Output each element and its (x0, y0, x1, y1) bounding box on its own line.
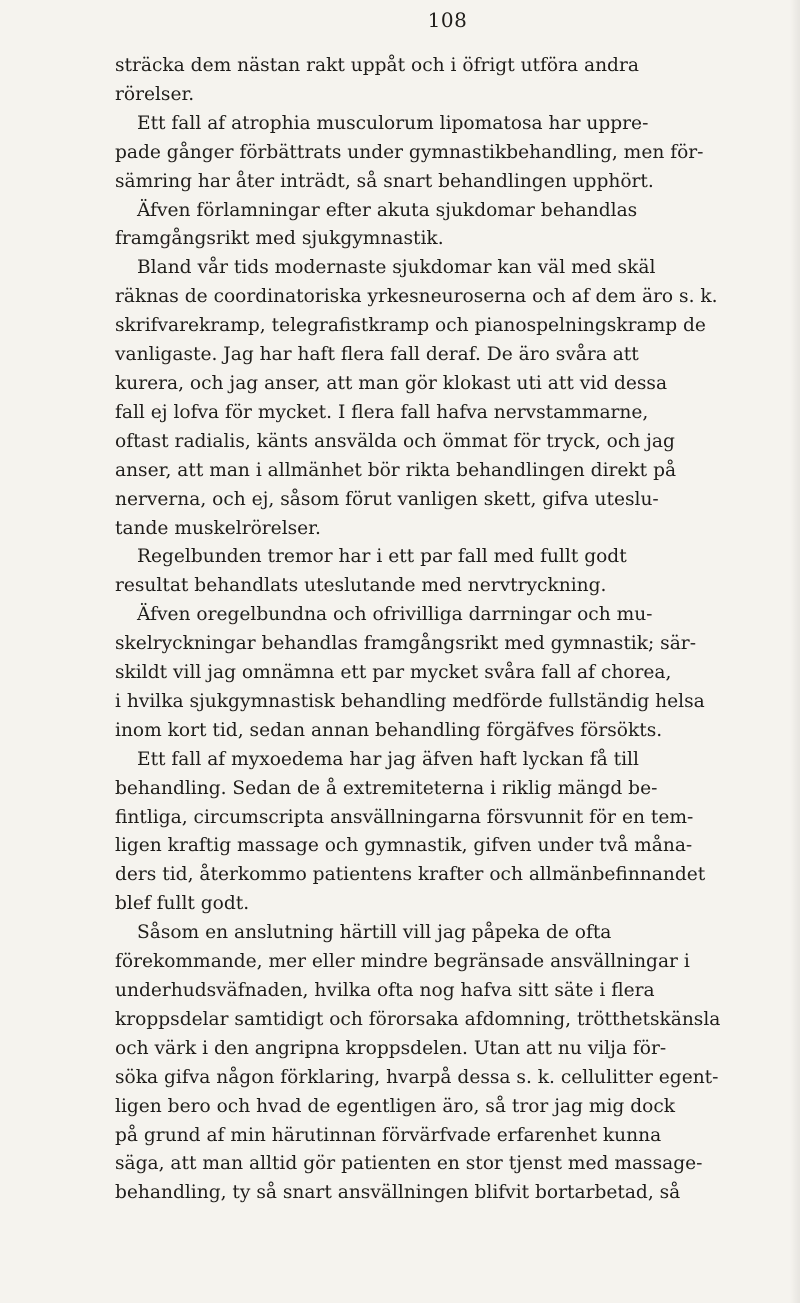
text-line: ders tid, återkommo patientens krafter och allmänbefinnandet (115, 864, 706, 886)
text-line: förekommande, mer eller mindre begränsade ansvällningar i (115, 951, 690, 973)
text-line: skelryckningar behandlas framgångsrikt med gymnastik; sär- (115, 633, 696, 655)
text-line: räknas de coordinatoriska yrkesneuroserna och af dem äro s. k. (115, 286, 718, 308)
text-line: ligen bero och hvad de egentligen äro, så tror jag mig dock (115, 1095, 676, 1117)
text-line: sträcka dem nästan rakt uppåt och i öfrigt utföra andra (115, 55, 639, 76)
text-line: Äfven förlamningar efter akuta sjukdomar behandlas (137, 199, 638, 221)
text-line: behandling. Sedan de å extremiteterna i riklig mängd be- (115, 777, 658, 799)
paper-edge-shadow (790, 0, 800, 1303)
text-line: anser, att man i allmänhet bör rikta behandlingen direkt på (115, 459, 677, 481)
text-line: blef fullt godt. (115, 893, 250, 915)
body-text (115, 52, 780, 1208)
text-line: inom kort tid, sedan annan behandling förgäfves försökts. (115, 719, 663, 741)
page-number: 108 (427, 8, 468, 32)
text-line: Äfven oregelbundna och ofrivilliga darrningar och mu- (137, 604, 653, 626)
text-line: Ett fall af myxoedema har jag äfven haft lyckan få till (137, 748, 639, 770)
text-line: ligen kraftig massage och gymnastik, gifven under två måna- (115, 835, 693, 857)
text-line: pade gånger förbättrats under gymnastikbehandling, men för- (115, 141, 704, 163)
text-line: Bland vår tids modernaste sjukdomar kan väl med skäl (137, 257, 656, 279)
text-line: behandling, ty så snart ansvällningen blifvit bortarbetad, så (115, 1182, 681, 1204)
text-line: kurera, och jag anser, att man gör klokast uti att vid dessa (115, 372, 668, 394)
text-line: oftast radialis, känts ansvälda och ömmat för tryck, och jag (115, 430, 675, 452)
text-line: på grund af min härutinnan förvärfvade erfarenhet kunna (115, 1124, 662, 1146)
text-line: fintliga, circumscripta ansvällningarna försvunnit för en tem- (115, 806, 694, 828)
text-line: kroppsdelar samtidigt och förorsaka afdomning, trötthetskänsla (115, 1008, 721, 1030)
text-line: underhudsväfnaden, hvilka ofta nog hafva sitt säte i flera (115, 980, 655, 1001)
text-line: och värk i den angripna kroppsdelen. Utan att nu vilja för- (115, 1037, 667, 1059)
text-line: Regelbunden tremor har i ett par fall med fullt godt (137, 546, 627, 568)
text-line: sämring har åter inträdt, så snart behandlingen upphört. (115, 170, 654, 192)
text-line: rörelser. (115, 83, 195, 105)
text-line: skildt vill jag omnämna ett par mycket svåra fall af chorea, (115, 662, 672, 684)
text-line: Såsom en anslutning härtill vill jag påpeka de ofta (137, 922, 612, 944)
text-line: tande muskelrörelser. (115, 517, 321, 539)
text-line: söka gifva någon förklaring, hvarpå dessa s. k. cellulitter egent- (115, 1066, 719, 1088)
text-line: nerverna, och ej, såsom förut vanligen skett, gifva uteslu- (115, 488, 659, 510)
text-line: Ett fall af atrophia musculorum lipomatosa har uppre- (137, 112, 649, 134)
text-line: resultat behandlats uteslutande med nervtryckning. (115, 575, 607, 597)
text-line: framgångsrikt med sjukgymnastik. (115, 228, 444, 250)
text-line: i hvilka sjukgymnastisk behandling medförde fullständig helsa (115, 690, 705, 712)
text-line: skrifvarekramp, telegrafistkramp och pianospelningskramp de (115, 315, 706, 337)
text-line: säga, att man alltid gör patienten en stor tjenst med massage- (115, 1153, 703, 1175)
text-line: fall ej lofva för mycket. I flera fall hafva nervstammarne, (115, 401, 649, 423)
text-line: vanligaste. Jag har haft flera fall deraf. De äro svåra att (115, 344, 639, 366)
